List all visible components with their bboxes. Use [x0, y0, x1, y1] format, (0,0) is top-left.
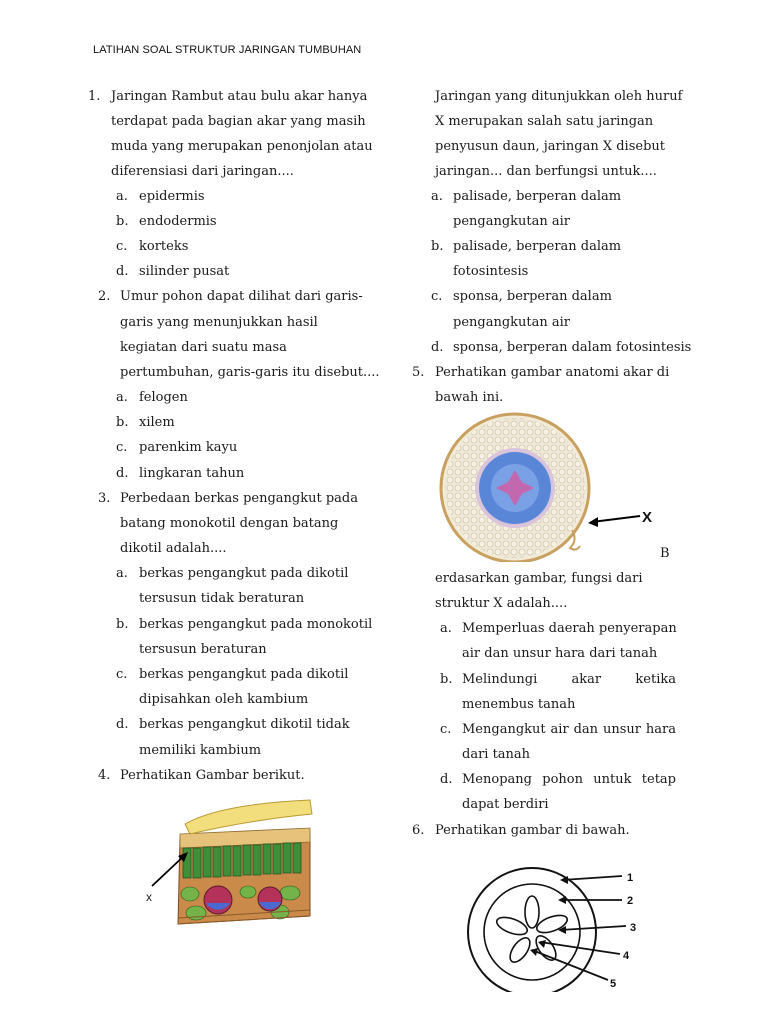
- q3-line-1: Perbedaan berkas pengangkut pada: [120, 491, 358, 506]
- q5-option-c-letter: c.: [440, 722, 452, 737]
- q2-number: 2.: [98, 289, 111, 304]
- page-title: LATIHAN SOAL STRUKTUR JARINGAN TUMBUHAN: [93, 44, 362, 56]
- q2-option-b: xilem: [139, 415, 175, 430]
- q5-option-b-letter: b.: [440, 672, 453, 687]
- q1-number: 1.: [88, 89, 101, 104]
- q4-option-c-letter: c.: [431, 289, 443, 304]
- q4-cont-line-4: jaringan... dan berfungsi untuk....: [435, 164, 657, 179]
- q1-option-a: epidermis: [139, 189, 205, 204]
- q2-option-b-letter: b.: [116, 415, 129, 430]
- q1-option-b: endodermis: [139, 214, 217, 229]
- q2-option-d: lingkaran tahun: [139, 466, 245, 481]
- q6-label-1: 1: [627, 872, 634, 884]
- q1-option-d: silinder pusat: [139, 264, 230, 279]
- q4-option-a-letter: a.: [431, 189, 443, 204]
- q6-label-4: 4: [623, 950, 630, 962]
- q3-option-b-line-2: tersusun beraturan: [139, 642, 267, 657]
- q2-option-d-letter: d.: [116, 466, 129, 481]
- q4-figure-label: x: [146, 890, 152, 904]
- q1-option-c: korteks: [139, 239, 189, 254]
- q4-cont-line-2: X merupakan salah satu jaringan: [435, 114, 654, 129]
- q2-option-c-letter: c.: [116, 440, 128, 455]
- q5-option-b-line-2: menembus tanah: [462, 697, 576, 712]
- q5-option-d-line-2: dapat berdiri: [462, 797, 549, 812]
- q3-option-b-line-1: berkas pengangkut pada monokotil: [139, 617, 373, 632]
- q3-option-c-line-2: dipisahkan oleh kambium: [139, 692, 309, 707]
- q1-option-d-letter: d.: [116, 264, 129, 279]
- q5-option-a-letter: a.: [440, 621, 452, 636]
- q6-line-1: Perhatikan gambar di bawah.: [435, 823, 630, 838]
- q4-option-d-line-1: sponsa, berperan dalam fotosintesis: [453, 340, 692, 355]
- q4-option-b-line-2: fotosintesis: [453, 264, 529, 279]
- q1-option-a-letter: a.: [116, 189, 128, 204]
- q3-option-a-line-2: tersusun tidak beraturan: [139, 591, 305, 606]
- q1-line-2: terdapat pada bagian akar yang masih: [111, 114, 366, 129]
- q5-stray-letter: B: [660, 546, 670, 561]
- q4-option-c-line-2: pengangkutan air: [453, 315, 571, 330]
- q2-line-3: kegiatan dari suatu masa: [120, 340, 287, 355]
- q5-after-line-1: erdasarkan gambar, fungsi dari: [435, 571, 643, 586]
- q6-number: 6.: [412, 823, 425, 838]
- q5-option-c-line-1: Mengangkut air dan unsur hara: [462, 722, 676, 737]
- q2-option-a: felogen: [139, 390, 188, 405]
- q1-line-4: diferensiasi dari jaringan....: [111, 164, 294, 179]
- q2-option-a-letter: a.: [116, 390, 128, 405]
- q5-option-d-letter: d.: [440, 772, 453, 787]
- q3-option-d-letter: d.: [116, 717, 129, 732]
- q4-option-c-line-1: sponsa, berperan dalam: [453, 289, 612, 304]
- q5-line-2: bawah ini.: [435, 390, 504, 405]
- q3-option-d-line-2: memiliki kambium: [139, 743, 262, 758]
- q3-option-b-letter: b.: [116, 617, 129, 632]
- leaf-cross-section-figure: [130, 798, 320, 938]
- q4-cont-line-1: Jaringan yang ditunjukkan oleh huruf: [435, 89, 683, 104]
- q2-line-1: Umur pohon dapat dilihat dari garis-: [120, 289, 363, 304]
- q2-line-2: garis yang menunjukkan hasil: [120, 315, 318, 330]
- q4-cont-line-3: penyusun daun, jaringan X disebut: [435, 139, 665, 154]
- q5-after-line-2: struktur X adalah....: [435, 596, 568, 611]
- q4-option-d-letter: d.: [431, 340, 444, 355]
- q3-option-d-line-1: berkas pengangkut dikotil tidak: [139, 717, 350, 732]
- q5-figure-label: X: [642, 509, 653, 526]
- q4-option-b-line-1: palisade, berperan dalam: [453, 239, 622, 254]
- q5-option-a-line-2: air dan unsur hara dari tanah: [462, 646, 658, 661]
- q6-label-3: 3: [630, 922, 637, 934]
- q3-line-3: dikotil adalah....: [120, 541, 227, 556]
- q4-option-a-line-1: palisade, berperan dalam: [453, 189, 622, 204]
- q6-label-2: 2: [627, 895, 634, 907]
- q2-line-4: pertumbuhan, garis-garis itu disebut....: [120, 365, 380, 380]
- q1-line-1: Jaringan Rambut atau bulu akar hanya: [111, 89, 368, 104]
- q4-number: 4.: [98, 768, 111, 783]
- q5-option-d-line-1: Menopang pohon untuk tetap: [462, 772, 676, 787]
- q3-option-c-line-1: berkas pengangkut pada dikotil: [139, 667, 349, 682]
- root-cross-section-figure: [430, 412, 660, 562]
- q5-line-1: Perhatikan gambar anatomi akar di: [435, 365, 670, 380]
- q4-option-b-letter: b.: [431, 239, 444, 254]
- q4-line-1: Perhatikan Gambar berikut.: [120, 768, 305, 783]
- q1-option-b-letter: b.: [116, 214, 129, 229]
- q1-option-c-letter: c.: [116, 239, 128, 254]
- q3-option-a-line-1: berkas pengangkut pada dikotil: [139, 566, 349, 581]
- q3-option-c-letter: c.: [116, 667, 128, 682]
- q3-line-2: batang monokotil dengan batang: [120, 516, 339, 531]
- q3-option-a-letter: a.: [116, 566, 128, 581]
- q2-option-c: parenkim kayu: [139, 440, 238, 455]
- q5-number: 5.: [412, 365, 425, 380]
- q5-option-a-line-1: Memperluas daerah penyerapan: [462, 621, 677, 636]
- q1-line-3: muda yang merupakan penonjolan atau: [111, 139, 373, 154]
- q5-option-b-line-1: Melindungi akar ketika: [462, 672, 676, 687]
- q6-label-5: 5: [610, 978, 617, 990]
- q3-number: 3.: [98, 491, 111, 506]
- q4-option-a-line-2: pengangkutan air: [453, 214, 571, 229]
- q5-option-c-line-2: dari tanah: [462, 747, 531, 762]
- stem-cross-section-figure: [460, 862, 650, 992]
